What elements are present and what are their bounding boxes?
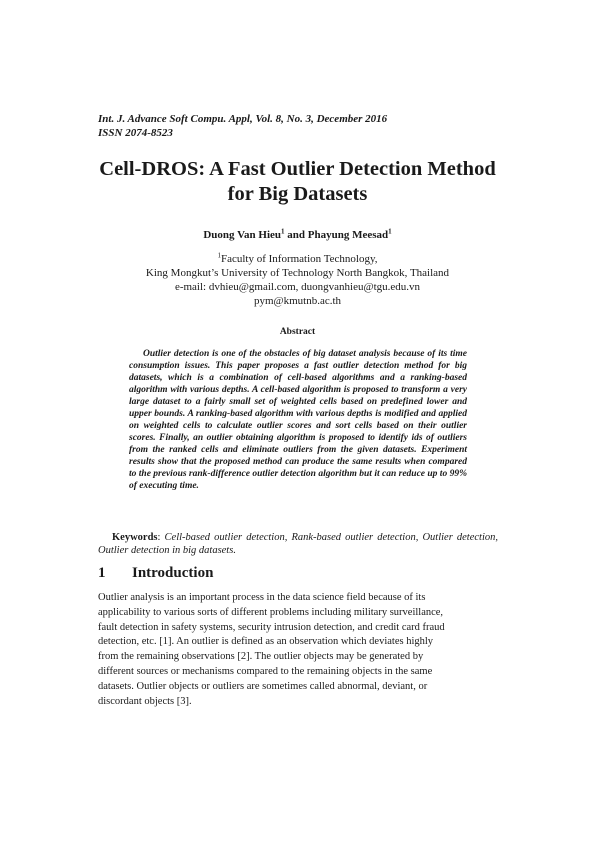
affiliation-emails: e-mail: dvhieu@gmail.com, duongvanhieu@tgu.edu.vn [174, 281, 421, 293]
paper-title [60, 157, 535, 207]
intro-line: applicability to various sorts of different problems including military surveillance, [98, 606, 444, 618]
abstract-heading: Abstract [279, 327, 316, 337]
intro-line: from the remaining observations [2]. The outlier objects may be generated by [98, 651, 424, 663]
intro-paragraph [98, 591, 498, 709]
abstract-text: Outlier detection is one of the obstacles of big dataset analysis because of its time consumption issues. This paper proposes a fast outlier detection method for big datasets, which is a combination of cell-based algorithms and a ranking-based algorithm with various depths. A cell-based algorithm is proposed to transform a very large dataset to a fairly small set of weighted cells based on predefined lower and upper bounds. A ranking-based algorithm with various depths is modified and applied on weighted cells to calculate outlier scores and sort cells based on their outlier scores. Finally, an outlier obtaining algorithm is proposed to identify ids of outliers from the ranked cells and eliminate outliers from the given datasets. Experiment results show that the proposed method can produce the same results when compared to the previous rank-difference outlier detection algorithm but it can reduce up to 99% of executing time. [129, 349, 467, 491]
author-conjunction: and [284, 229, 308, 241]
paper-title-line2: for Big Datasets [227, 183, 368, 205]
author-affil-mark: 1 [281, 227, 285, 236]
affiliation-email-2: pym@kmutnb.ac.th [253, 295, 342, 307]
affiliation-faculty [60, 252, 535, 266]
section-number: 1 [98, 565, 106, 581]
affiliation-mark: 1 [217, 251, 221, 260]
author-list [60, 228, 535, 242]
author-name: Duong Van Hieu [203, 229, 282, 241]
intro-line: datasets. Outlier objects or outliers are sometimes called abnormal, deviant, or [98, 680, 428, 692]
section-heading [98, 564, 498, 582]
paper-title-line1: Cell-DROS: A Fast Outlier Detection Method [99, 158, 496, 180]
journal-header [98, 112, 498, 140]
journal-citation: Int. J. Advance Soft Compu. Appl, Vol. 8, No. 3, December 2016 [98, 113, 388, 125]
intro-line: fault detection in safety systems, security intrusion detection, and credit card fraud [98, 621, 445, 633]
author-affil-mark: 1 [388, 227, 392, 236]
intro-line: discordant objects [3]. [98, 695, 192, 707]
keywords-label: Keywords [112, 532, 158, 543]
keywords-separator: : [157, 532, 165, 543]
intro-line: different sources or mechanisms compared to the remaining objects in the same [98, 665, 433, 677]
keywords-block [98, 531, 498, 557]
intro-line: detection, etc. [1]. An outlier is defined as an observation which deviates highly [98, 636, 434, 648]
affiliation-block [60, 252, 535, 308]
affiliation-faculty-text: Faculty of Information Technology, [220, 253, 378, 265]
keywords-text: Cell-based outlier detection, Rank-based outlier detection, Outlier detection, Outlier detection in big datasets. [98, 532, 498, 556]
section-title: Introduction [132, 565, 214, 581]
affiliation-university: King Mongkut’s University of Technology North Bangkok, Thailand [145, 267, 450, 279]
journal-issn: ISSN 2074-8523 [98, 127, 173, 139]
intro-line: Outlier analysis is an important process in the data science field because of its [98, 592, 426, 603]
author-name: Phayung Meesad [307, 229, 389, 241]
